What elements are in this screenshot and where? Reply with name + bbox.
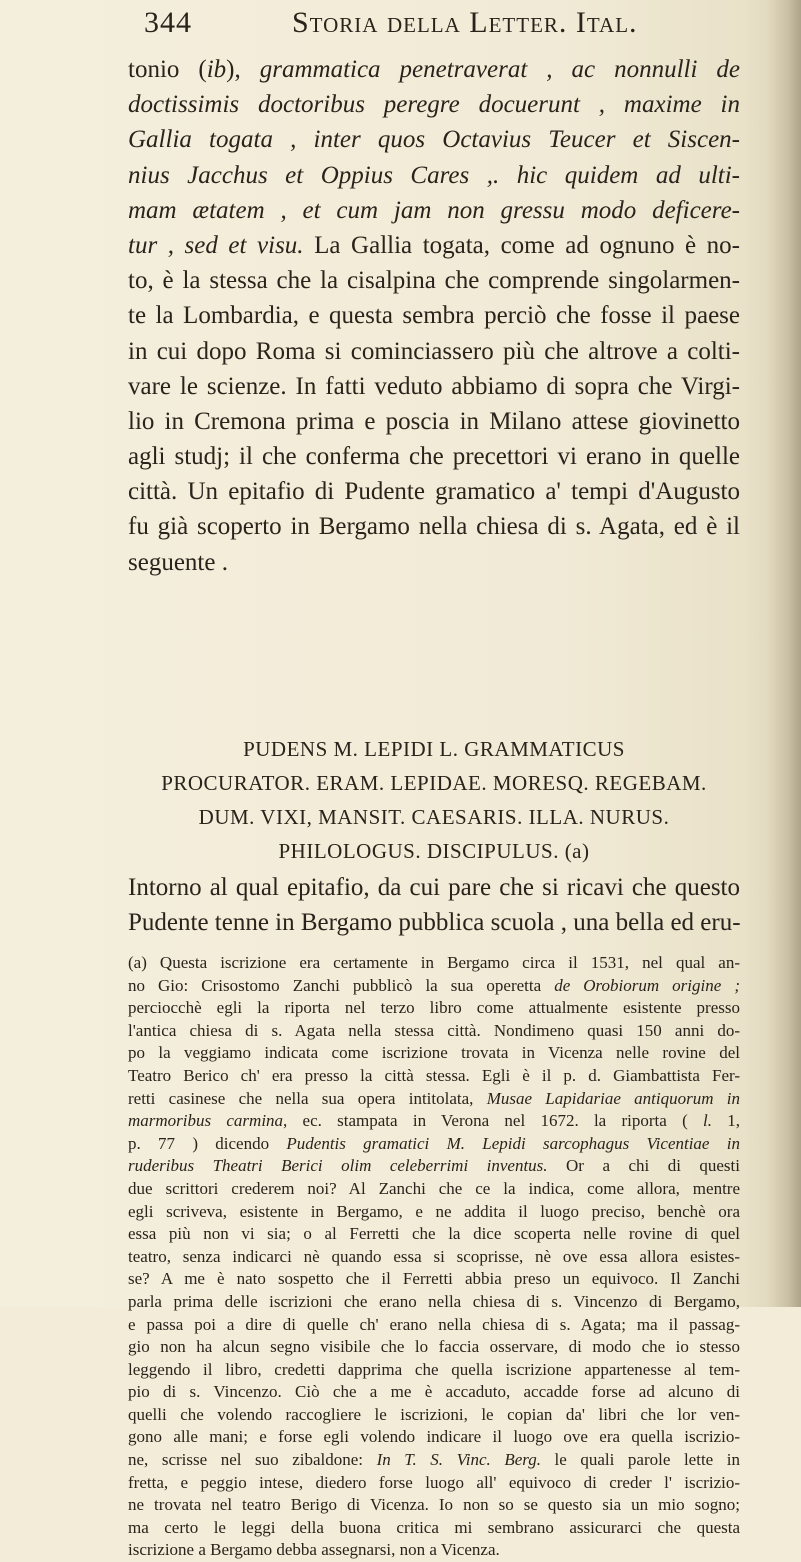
text-run: vare le scienze. In fatti veduto abbiamo di sopra che Virgi-: [128, 372, 740, 400]
footnote-line: [128, 1291, 740, 1314]
text-run: e passa poi a dire di quelle ch' erano nella chiesa di s. Agata; ma il passag-: [128, 1314, 740, 1334]
footnote-line: [128, 997, 740, 1020]
footnote-line: [128, 952, 740, 975]
text-line: [128, 263, 740, 298]
inscription-line: DUM. VIXI, MANSIT. CAESARIS. ILLA. NURUS.: [198, 805, 670, 829]
footnote-line: [128, 1201, 740, 1224]
text-run: fu già scoperto in Bergamo nella chiesa di s. Agata, ed è il: [128, 513, 740, 541]
inscription-line: PUDENS M. LEPIDI L. GRAMMATICUS: [243, 737, 625, 761]
text-run: ),: [226, 56, 260, 83]
text-line: [128, 369, 740, 404]
footnote-line: [128, 1020, 740, 1043]
text-run: tonio (: [128, 56, 207, 83]
text-run: Teatro Berico ch' era presso la città stessa. Egli è il p. d. Giambattista Fer-: [128, 1065, 740, 1085]
epitaph-inscription: [128, 732, 740, 868]
footnote-line: [128, 1539, 740, 1562]
text-line: [128, 404, 740, 439]
text-run: 1,: [711, 1111, 740, 1131]
text-run: egli scriveva, esistente in Bergamo, e ne addita il luogo preciso, benchè ora: [128, 1201, 740, 1221]
footnote: [128, 952, 740, 1562]
footnote-line: [128, 1472, 740, 1495]
text-run: teatro, senza indicarci nè quando essa si scoprisse, nè ove essa allora esistes-: [128, 1246, 740, 1266]
footnote-line: [128, 1336, 740, 1359]
text-line: [128, 193, 740, 228]
text-run: seguente .: [128, 548, 228, 576]
text-line: [128, 52, 740, 87]
page-number: 344: [144, 6, 192, 39]
text-run: gio non ha alcun segno visibile che lo faccia osservare, di modo che io stesso: [128, 1337, 740, 1357]
footnote-line: [128, 1359, 740, 1382]
footnote-line: [128, 1494, 740, 1517]
footnote-line: [128, 1268, 740, 1291]
text-line: [128, 158, 740, 193]
text-run: gono alle mani; e forse egli volendo indicare il luogo ove era quella iscrizio-: [128, 1427, 740, 1447]
footnote-line: [128, 1404, 740, 1427]
text-run: In T. S. Vinc. Berg.: [376, 1450, 541, 1470]
text-run: tur , sed et visu.: [128, 231, 304, 259]
text-run: te la Lombardia, e questa sembra perciò che fosse il paese: [128, 302, 740, 330]
footnote-line: [128, 1449, 740, 1472]
text-run: , ec. stampata in Verona nel 1672. la riporta (: [283, 1111, 703, 1131]
text-run: lio in Cremona prima e poscia in Milano attese giovinetto: [128, 407, 740, 435]
footnote-line: [128, 1426, 740, 1449]
text-line: Intorno al qual epitafio, da cui pare che si ricavi che questo: [128, 874, 740, 901]
footnote-line: [128, 1517, 740, 1540]
text-line: [128, 122, 740, 157]
text-run: mam ætatem , et cum jam non gressu modo deficere-: [128, 196, 740, 224]
page-edge-shadow: [767, 0, 801, 1307]
text-run: Musae Lapidariae antiquorum in: [486, 1088, 740, 1108]
text-line: [128, 545, 740, 580]
text-run: nius Jacchus et Oppius Cares ,. hic quidem ad ulti-: [128, 161, 740, 189]
footnote-line: [128, 1246, 740, 1269]
text-run: grammatica penetraverat , ac nonnulli de: [259, 56, 741, 83]
text-run: p. 77 ) dicendo: [128, 1133, 287, 1153]
footnote-line: [128, 1133, 740, 1156]
second-paragraph: [128, 870, 740, 940]
text-run: marmoribus carmina: [128, 1111, 284, 1131]
text-run: (a) Questa iscrizione era certamente in Bergamo circa il 1531, nel qual an-: [128, 953, 740, 972]
footnote-line: [128, 1178, 740, 1201]
inscription-line: PROCURATOR. ERAM. LEPIDAE. MORESQ. REGEBAM.: [161, 771, 707, 795]
text-run: leggendo il libro, credetti dapprima che quella iscrizione appartenesse al tem-: [128, 1359, 740, 1379]
footnote-line: [128, 1314, 740, 1337]
text-run: retti casinese che nella sua opera intitolata,: [128, 1088, 487, 1108]
text-line: [128, 334, 740, 369]
text-line: [128, 298, 740, 333]
footnote-line: [128, 1110, 740, 1133]
footnote-line: [128, 1065, 740, 1088]
text-line: [128, 228, 740, 263]
text-run: fretta, e peggio intese, diedero forse luogo all' equivoco di creder l' iscrizio-: [128, 1472, 740, 1492]
text-run: no Gio: Crisostomo Zanchi pubblicò la sua operetta: [128, 975, 555, 995]
footnote-line: [128, 1223, 740, 1246]
text-run: to, è la stessa che la cisalpina che comprende singolarmen-: [128, 267, 740, 295]
footnote-line: [128, 1088, 740, 1111]
text-run: quelli che volendo raccogliere le iscrizioni, le copian da' libri che lor ven-: [128, 1404, 740, 1424]
footnote-line: [128, 1381, 740, 1404]
text-run: perciocchè egli la riporta nel terzo libro come attualmente esistente presso: [128, 998, 740, 1018]
text-run: ne, scrisse nel suo zibaldone:: [128, 1450, 377, 1470]
text-line: [128, 474, 740, 509]
text-line: [128, 509, 740, 544]
text-run: parla prima delle iscrizioni che erano nella chiesa di s. Vincenzo di Bergamo,: [128, 1291, 740, 1311]
text-run: iscrizione a Bergamo debba assegnarsi, non a Vicenza.: [128, 1540, 500, 1560]
main-paragraph: [128, 52, 740, 580]
text-run: in cui dopo Roma si cominciassero più che altrove a colti-: [128, 337, 740, 365]
text-run: agli studj; il che conferma che precettori vi erano in quelle: [128, 443, 740, 471]
text-run: l.: [703, 1111, 712, 1131]
page-header: [0, 6, 801, 46]
text-line: Pudente tenne in Bergamo pubblica scuola , una bella ed eru-: [128, 909, 741, 936]
text-line: [128, 87, 740, 122]
text-run: ruderibus Theatri Berici olim celeberrimi inventus.: [128, 1156, 548, 1176]
inscription-line: PHILOLOGUS. DISCIPULUS. (a): [278, 839, 590, 863]
text-run: ma certo le leggi della buona critica mi sembrano assicurarci che questa: [128, 1517, 740, 1537]
text-run: essa più non vi sia; o al Ferretti che la dice scoperta nelle rovine di quel: [128, 1224, 740, 1244]
text-run: doctissimis doctoribus peregre docuerunt , maxime in: [128, 91, 740, 119]
text-run: ib: [206, 56, 227, 83]
running-head: Storia della Letter. Ital.: [292, 6, 638, 39]
text-run: se? A me è nato sospetto che il Ferretti abbia preso un equivoco. Il Zanchi: [128, 1269, 740, 1289]
text-run: po la veggiamo indicata come iscrizione trovata in Vicenza nelle rovine del: [128, 1043, 740, 1063]
text-run: Pudentis gramatici M. Lepidi sarcophagus Vicentiae in: [286, 1133, 740, 1153]
text-run: le quali parole lette in: [540, 1450, 740, 1470]
text-run: Or a chi di questi: [547, 1156, 740, 1176]
footnote-line: [128, 1042, 740, 1065]
text-run: l'antica chiesa di s. Agata nella stessa città. Nondimeno quasi 150 anni do-: [128, 1020, 740, 1040]
text-run: La Gallia togata, come ad ognuno è no-: [303, 231, 740, 259]
text-run: ne trovata nel teatro Berigo di Vicenza. Io non so se questo sia un mio sogno;: [128, 1495, 740, 1515]
text-run: città. Un epitafio di Pudente gramatico a' tempi d'Augusto: [128, 478, 740, 506]
text-run: pio di s. Vincenzo. Ciò che a me è accaduto, accadde forse ad alcuno di: [128, 1382, 740, 1402]
text-run: Gallia togata , inter quos Octavius Teucer et Siscen-: [128, 126, 740, 154]
footnote-line: [128, 1155, 740, 1178]
text-run: due scrittori crederem noi? Al Zanchi che ce la indica, come allora, mentre: [128, 1178, 740, 1198]
footnote-line: [128, 975, 740, 998]
text-run: de Orobiorum origine ;: [554, 975, 740, 995]
text-line: [128, 439, 740, 474]
